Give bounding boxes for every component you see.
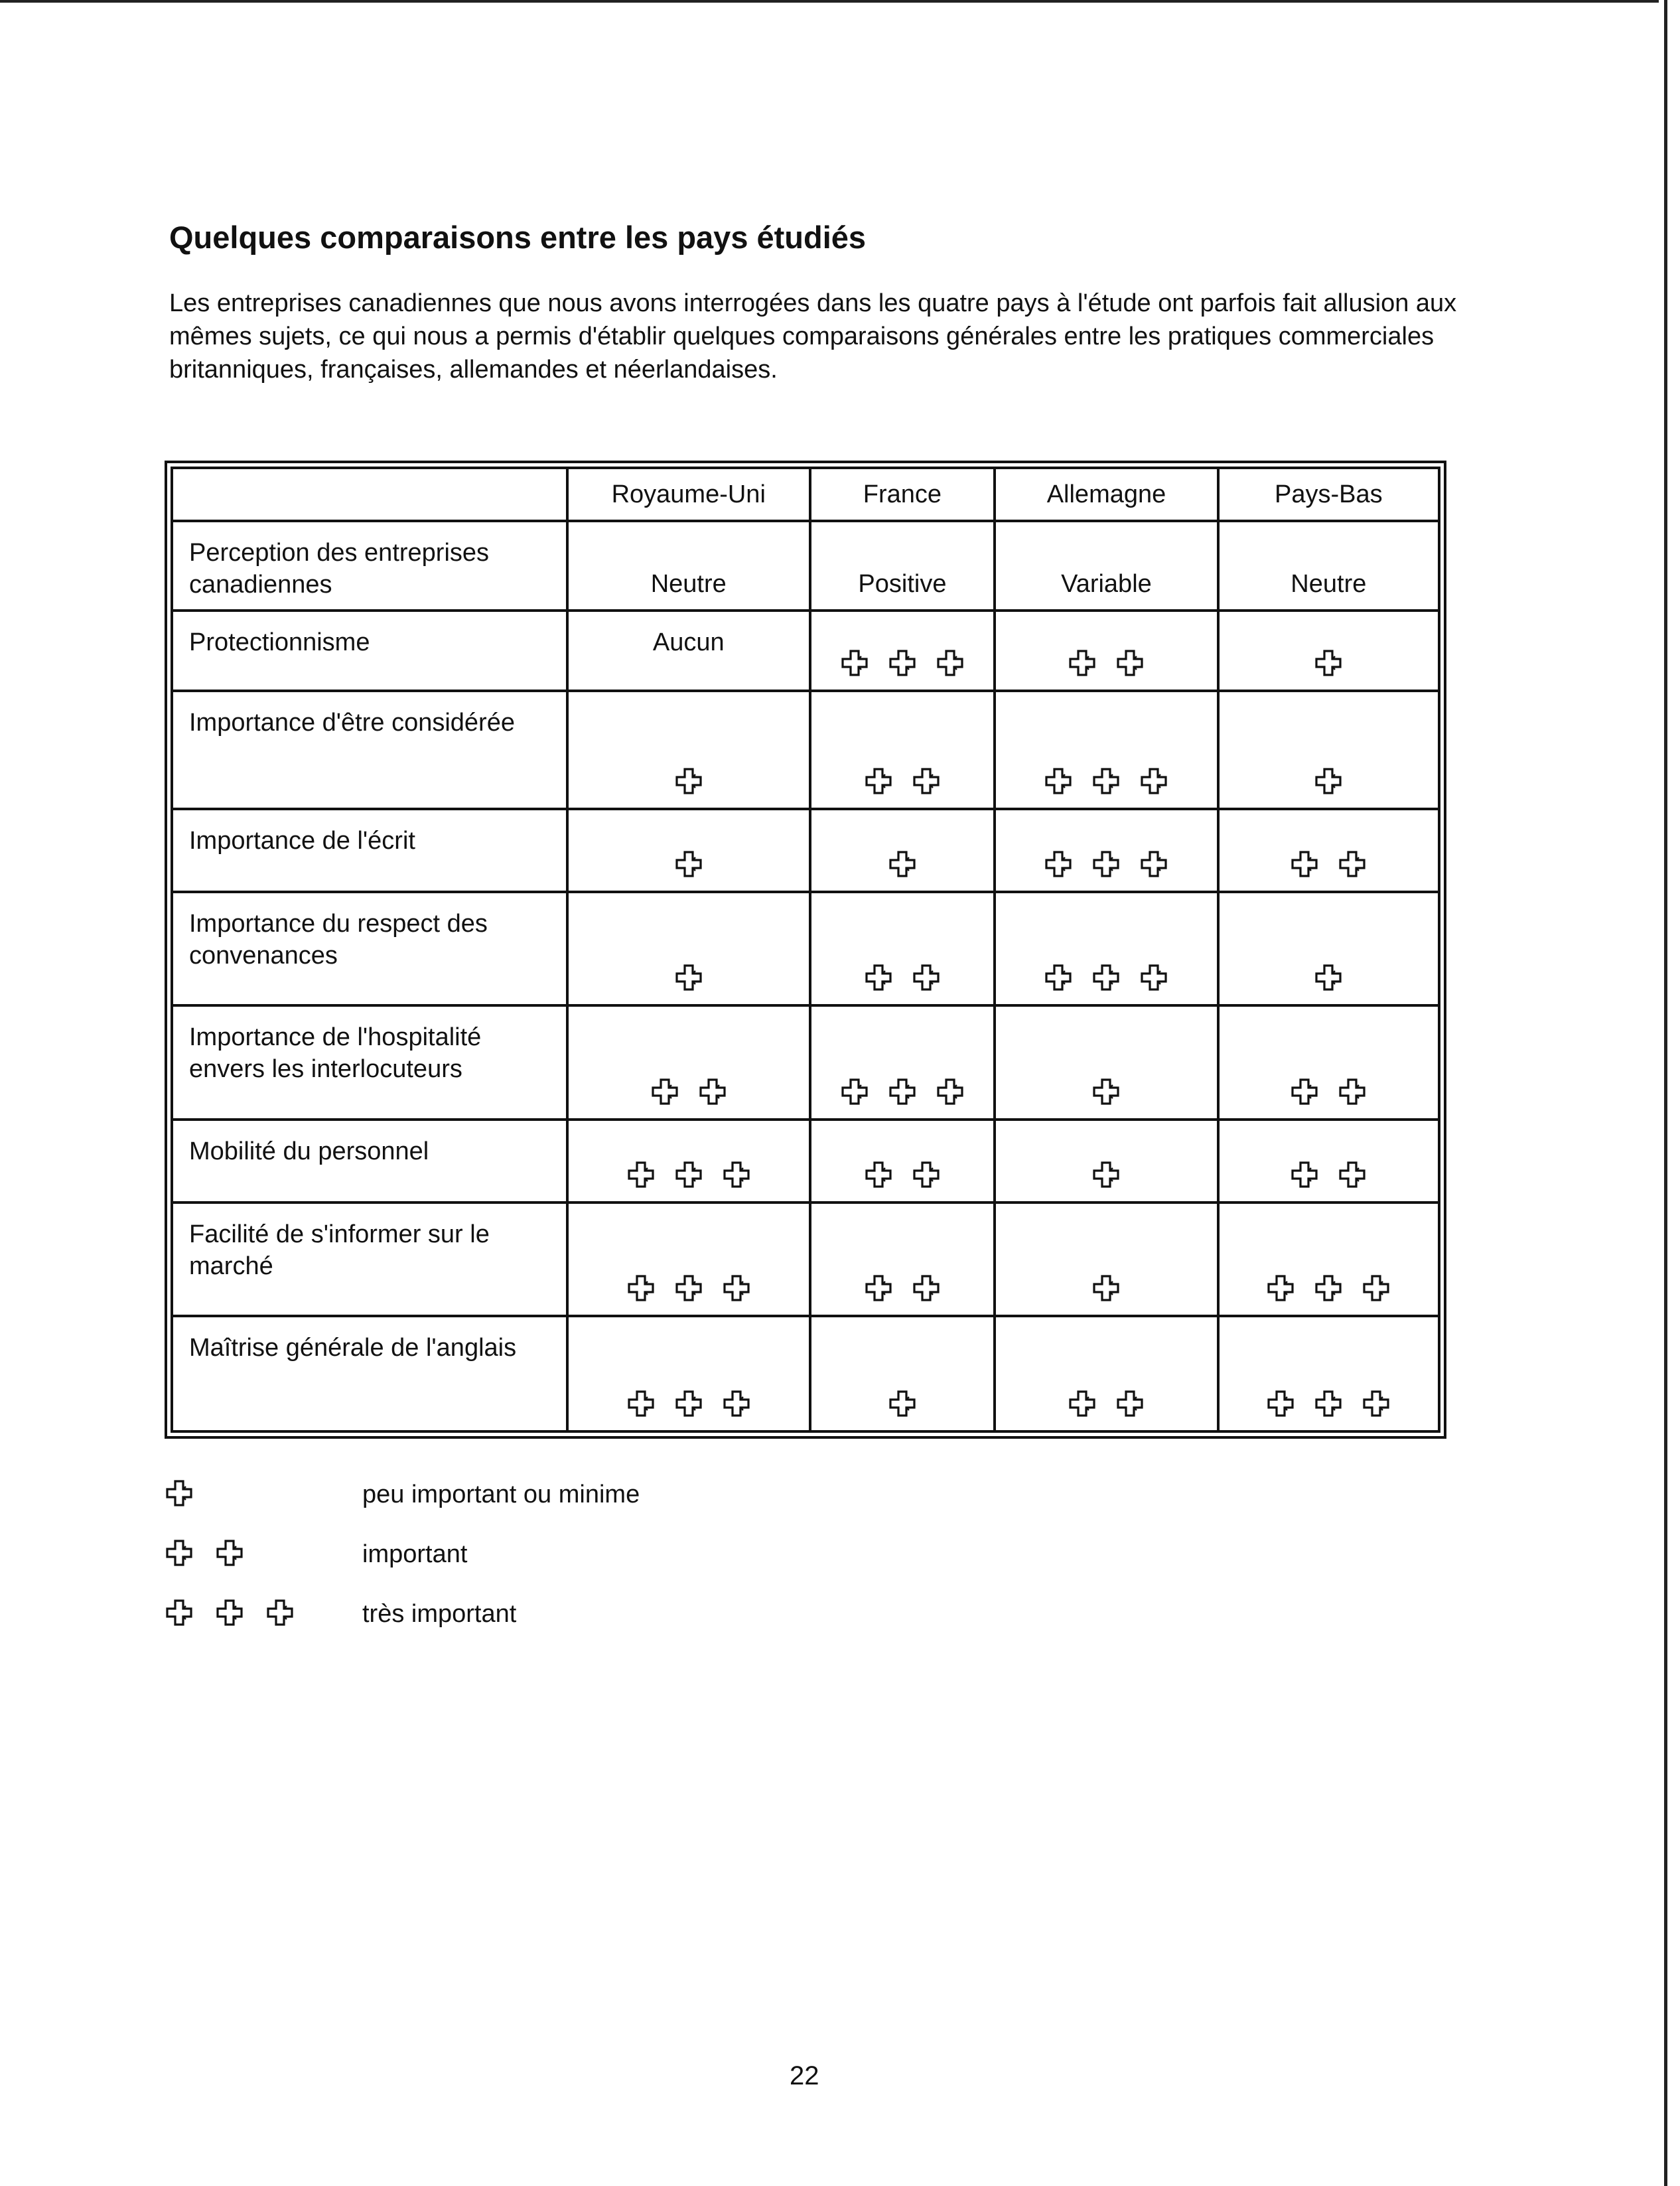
- cross-rating: [811, 766, 994, 796]
- cross-icon: [1044, 849, 1073, 879]
- table-row: [172, 892, 1439, 1006]
- cross-rating: [1220, 1274, 1438, 1303]
- cross-rating: [996, 1160, 1216, 1189]
- cross-rating: [996, 963, 1216, 992]
- row-label: Facilité de s'informer sur le marché: [189, 1220, 490, 1280]
- table-cell: [810, 1120, 995, 1202]
- cross-icon: [864, 1160, 893, 1189]
- row-label: Importance de l'hospitalité envers les interlocuteurs: [189, 1023, 482, 1084]
- table-cell: [810, 809, 995, 892]
- cross-icon: [1266, 1389, 1295, 1418]
- page-number: 22: [790, 2061, 819, 2090]
- table-cell: [995, 611, 1218, 691]
- cross-icon: [1139, 849, 1168, 879]
- table-cell: [810, 1202, 995, 1317]
- table-cell: [1218, 892, 1439, 1006]
- intro-paragraph: Les entreprises canadiennes que nous avons interrogées dans les quatre pays à l'étude ont parfois fait allusion aux mêmes sujets, ce qui nous a permis d'établir quelques comparaisons générales entre les pratiques commerciales britanniques, françaises, allemandes et néerlandaises.: [169, 289, 1457, 384]
- cross-icon: [1091, 1160, 1121, 1189]
- cross-icon: [1314, 963, 1343, 992]
- row-label-cell: [172, 521, 567, 611]
- comparison-table: [171, 467, 1440, 1433]
- table-cell: [995, 1120, 1218, 1202]
- table-cell: [995, 521, 1218, 611]
- cross-icon: [888, 1077, 917, 1106]
- cross-icon: [215, 1598, 244, 1627]
- row-label-cell: [172, 611, 567, 691]
- table-row: [172, 691, 1439, 809]
- table-row: [172, 1005, 1439, 1120]
- cross-icon: [1290, 1077, 1319, 1106]
- row-label: Mobilité du personnel: [189, 1137, 429, 1165]
- legend-label: important: [362, 1540, 468, 1568]
- cross-icon: [722, 1160, 751, 1189]
- cross-icon: [1091, 766, 1121, 796]
- cross-icon: [698, 1077, 727, 1106]
- cross-rating: [811, 1389, 994, 1418]
- cross-icon: [722, 1274, 751, 1303]
- row-label: Importance du respect des convenances: [189, 909, 488, 970]
- cell-text: Variable: [1061, 570, 1152, 599]
- cross-icon: [1362, 1389, 1391, 1418]
- row-label: Importance d'être considérée: [189, 709, 515, 737]
- cross-icon: [1314, 1389, 1343, 1418]
- table-cell: [995, 1202, 1218, 1317]
- cross-rating: [811, 963, 994, 992]
- cross-icon: [165, 1479, 194, 1508]
- cross-rating: [1220, 963, 1438, 992]
- cross-icon: [165, 1598, 194, 1627]
- cross-icon: [265, 1598, 295, 1627]
- cell-text: Neutre: [650, 570, 727, 599]
- cross-icon: [674, 1274, 703, 1303]
- cross-icon: [864, 963, 893, 992]
- cross-icon: [215, 1538, 244, 1567]
- cross-rating: [1220, 1389, 1438, 1418]
- cross-icon: [1338, 1077, 1367, 1106]
- header-cell-france: France: [810, 468, 995, 521]
- cross-icon: [165, 1538, 194, 1567]
- cross-icon: [912, 766, 941, 796]
- cross-icon: [1314, 1274, 1343, 1303]
- cross-rating: [996, 1274, 1216, 1303]
- table-cell: [1218, 521, 1439, 611]
- cross-icon: [1091, 1077, 1121, 1106]
- table-cell: [995, 809, 1218, 892]
- cross-rating: [1220, 766, 1438, 796]
- cross-icon: [864, 1274, 893, 1303]
- right-border-line: [1664, 0, 1667, 2186]
- cross-icon: [650, 1077, 679, 1106]
- cross-icon: [674, 766, 703, 796]
- table-cell: [995, 691, 1218, 809]
- table-cell: [567, 691, 810, 809]
- table-row: [172, 1202, 1439, 1317]
- cross-icon: [912, 963, 941, 992]
- cross-rating: [996, 766, 1216, 796]
- table-cell: [567, 611, 810, 691]
- cross-icon: [1338, 1160, 1367, 1189]
- table-cell: [995, 892, 1218, 1006]
- table-row: [172, 1120, 1439, 1202]
- cross-icon: [888, 1389, 917, 1418]
- comparison-table-frame: [165, 461, 1446, 1439]
- cross-icon: [1139, 963, 1168, 992]
- cross-icon: [1091, 963, 1121, 992]
- table-cell: [1218, 1120, 1439, 1202]
- cross-icon: [1091, 1274, 1121, 1303]
- legend-item: [165, 1538, 961, 1598]
- cross-rating: [996, 849, 1216, 879]
- table-cell: [1218, 809, 1439, 892]
- cross-icon: [840, 648, 869, 678]
- row-label-cell: [172, 1005, 567, 1120]
- cross-rating: [996, 1077, 1216, 1106]
- cross-rating: [569, 1160, 809, 1189]
- cross-icon: [1115, 1389, 1145, 1418]
- cross-icon: [888, 648, 917, 678]
- cross-rating: [1220, 1160, 1438, 1189]
- cell-text: Aucun: [652, 628, 725, 657]
- table-cell: [810, 892, 995, 1006]
- cross-icon: [722, 1389, 751, 1418]
- legend-crosses: [165, 1479, 194, 1508]
- row-label-cell: [172, 691, 567, 809]
- row-label-cell: [172, 809, 567, 892]
- table-cell: [1218, 691, 1439, 809]
- cross-icon: [1314, 766, 1343, 796]
- cross-rating: [811, 1160, 994, 1189]
- cross-rating: [569, 1389, 809, 1418]
- table-cell: [810, 611, 995, 691]
- cross-icon: [674, 1160, 703, 1189]
- cross-rating: [569, 1077, 809, 1106]
- cross-rating: [1220, 648, 1438, 678]
- cross-icon: [1091, 849, 1121, 879]
- cross-icon: [936, 648, 965, 678]
- table-row: [172, 1316, 1439, 1431]
- table-cell: [567, 1202, 810, 1317]
- row-label: Protectionnisme: [189, 628, 370, 657]
- cross-rating: [569, 849, 809, 879]
- table-cell: [567, 809, 810, 892]
- cross-icon: [888, 849, 917, 879]
- table-cell: [567, 1316, 810, 1431]
- page-title: Quelques comparaisons entre les pays étudiés: [169, 220, 867, 255]
- cross-icon: [936, 1077, 965, 1106]
- cross-rating: [1220, 849, 1438, 879]
- table-cell: [810, 691, 995, 809]
- cross-icon: [1115, 648, 1145, 678]
- cross-rating: [996, 648, 1216, 678]
- table-cell: [567, 1120, 810, 1202]
- header-cell-allemagne: Allemagne: [995, 468, 1218, 521]
- cross-rating: [569, 766, 809, 796]
- header-cell-empty: [172, 468, 567, 521]
- table-cell: [567, 892, 810, 1006]
- row-label-cell: [172, 1316, 567, 1431]
- table-cell: [810, 1005, 995, 1120]
- table-cell: [1218, 1005, 1439, 1120]
- cross-rating: [1220, 1077, 1438, 1106]
- table-header-row: [172, 468, 1439, 521]
- cross-icon: [626, 1160, 656, 1189]
- table-cell: [1218, 611, 1439, 691]
- cross-rating: [811, 1274, 994, 1303]
- table-cell: [1218, 1316, 1439, 1431]
- row-label-cell: [172, 892, 567, 1006]
- row-label: Importance de l'écrit: [189, 826, 415, 855]
- cross-rating: [996, 1389, 1216, 1418]
- cross-icon: [1266, 1274, 1295, 1303]
- legend: [165, 1479, 961, 1658]
- cross-icon: [840, 1077, 869, 1106]
- top-border-line: [0, 0, 1659, 3]
- table-cell: [1218, 1202, 1439, 1317]
- cross-icon: [1044, 766, 1073, 796]
- legend-label: très important: [362, 1600, 517, 1628]
- cross-icon: [1338, 849, 1367, 879]
- cross-icon: [1068, 648, 1097, 678]
- table-cell: [567, 521, 810, 611]
- table-body: [172, 521, 1439, 1431]
- cross-icon: [1044, 963, 1073, 992]
- legend-item: [165, 1598, 961, 1658]
- cross-icon: [1362, 1274, 1391, 1303]
- cell-text: Neutre: [1291, 570, 1367, 599]
- cross-icon: [674, 849, 703, 879]
- cross-rating: [811, 849, 994, 879]
- header-cell-pays-bas: Pays-Bas: [1218, 468, 1439, 521]
- row-label-cell: [172, 1202, 567, 1317]
- row-label: Perception des entreprises canadiennes: [189, 539, 490, 599]
- cross-rating: [569, 963, 809, 992]
- row-label-cell: [172, 1120, 567, 1202]
- table-cell: [810, 521, 995, 611]
- cell-text: Positive: [858, 570, 947, 599]
- table-cell: [810, 1316, 995, 1431]
- cross-icon: [1290, 1160, 1319, 1189]
- legend-label: peu important ou minime: [362, 1481, 640, 1508]
- cross-icon: [626, 1389, 656, 1418]
- table-row: [172, 809, 1439, 892]
- cross-icon: [1314, 648, 1343, 678]
- cross-icon: [674, 963, 703, 992]
- cross-icon: [864, 766, 893, 796]
- cross-icon: [912, 1274, 941, 1303]
- table-row: [172, 521, 1439, 611]
- legend-item: [165, 1479, 961, 1538]
- table-row: [172, 611, 1439, 691]
- cross-rating: [811, 648, 994, 678]
- table-cell: [995, 1316, 1218, 1431]
- table-cell: [567, 1005, 810, 1120]
- cross-icon: [912, 1160, 941, 1189]
- table-cell: [995, 1005, 1218, 1120]
- header-cell-royaume-uni: Royaume-Uni: [567, 468, 810, 521]
- cross-icon: [626, 1274, 656, 1303]
- cross-icon: [1139, 766, 1168, 796]
- cross-icon: [1068, 1389, 1097, 1418]
- cross-icon: [1290, 849, 1319, 879]
- cross-rating: [811, 1077, 994, 1106]
- legend-crosses: [165, 1598, 295, 1627]
- cross-rating: [569, 1274, 809, 1303]
- row-label: Maîtrise générale de l'anglais: [189, 1334, 517, 1362]
- legend-crosses: [165, 1538, 244, 1567]
- cross-icon: [674, 1389, 703, 1418]
